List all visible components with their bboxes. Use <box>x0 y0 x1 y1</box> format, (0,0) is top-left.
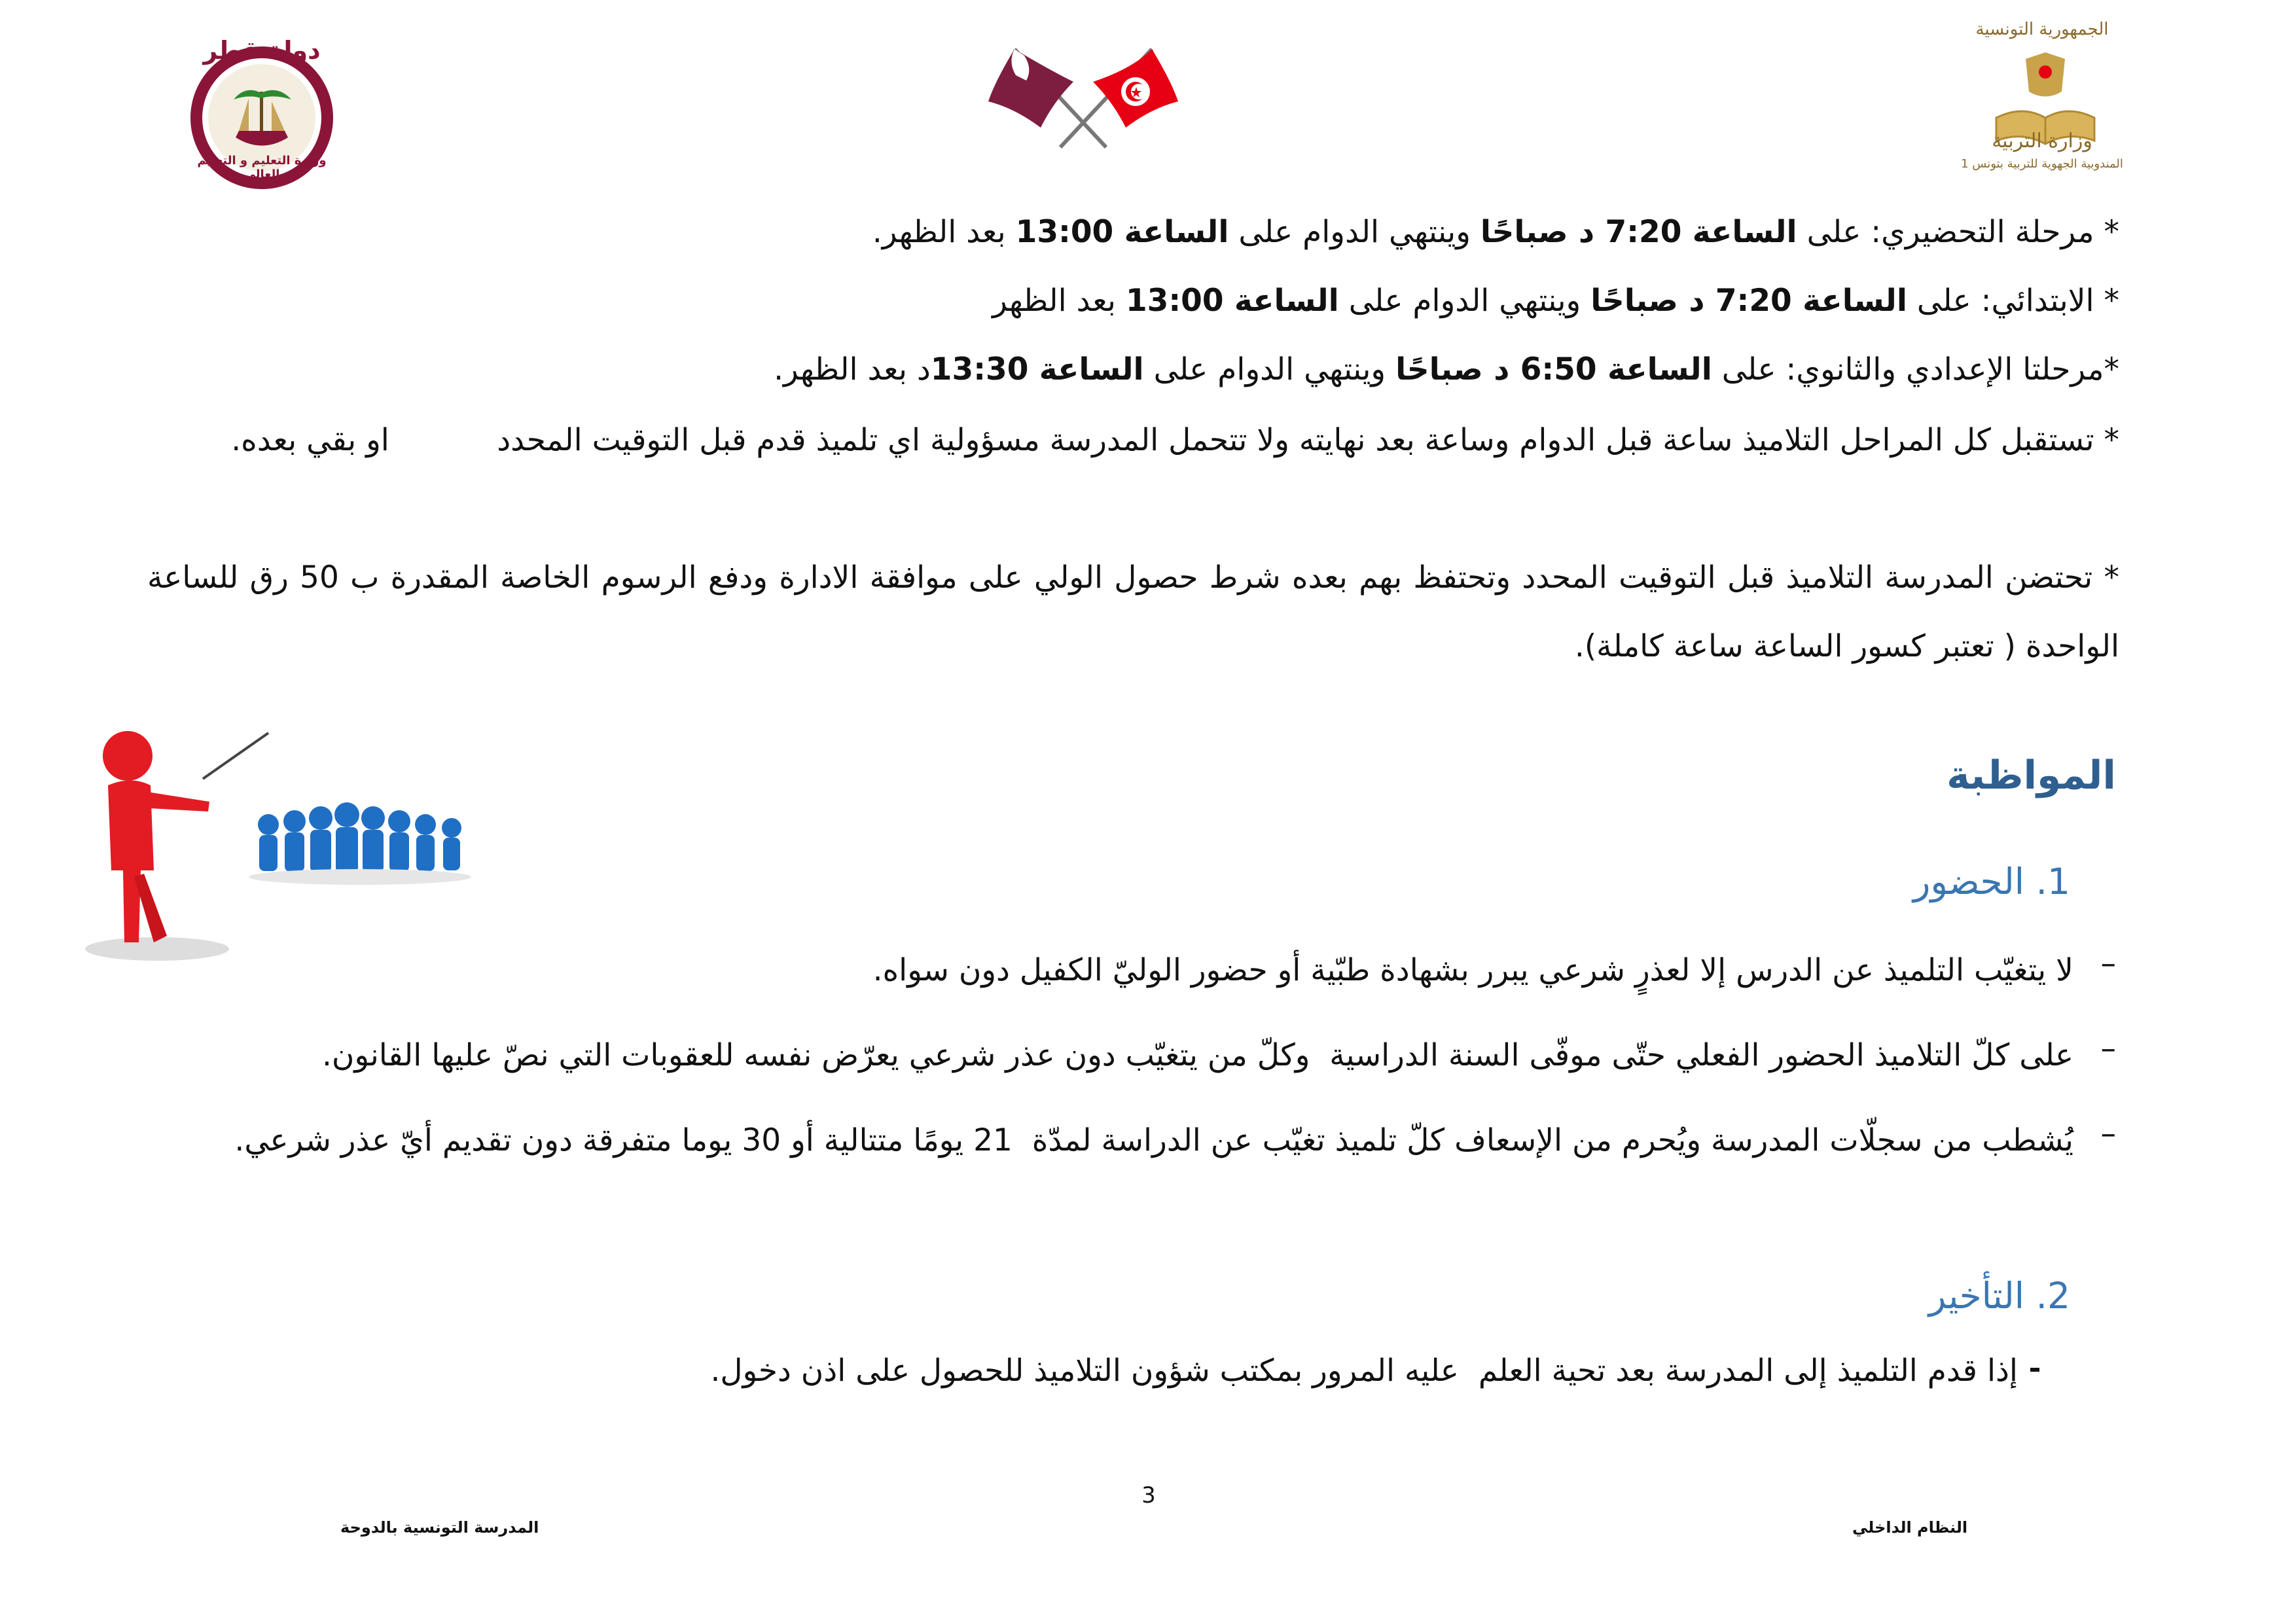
schedule-secondary: *مرحلتا الإعدادي والثانوي: على الساعة 6:50 د صباحًا وينتهي الدوام على الساعة 13:30د بعد الظهر. <box>774 351 2119 387</box>
presence-item: يُشطب من سجلّات المدرسة ويُحرم من الإسعاف كلّ تلميذ تغيّب عن الدراسة لمدّة 21 يومًا متتالية أو 30 يوما متفرقة دون تقديم أيّ عذر شرعي. <box>234 1122 2073 1158</box>
presence-heading: 1. الحضور <box>1912 861 2070 902</box>
tunisia-logo-top: الجمهورية التونسية <box>1975 20 2109 39</box>
delay-item: إذا قدم التلميذ إلى المدرسة بعد تحية العلم عليه المرور بمكتب شؤون التلاميذ للحصول على اذن دخول. <box>710 1353 2018 1389</box>
qatar-logo-title: دولة قطر <box>203 36 321 65</box>
list-bullet-dash: – <box>2100 1116 2116 1152</box>
crossed-flags-icon <box>975 29 1191 154</box>
tunisia-logo-bottom: المندوبية الجهوية للتربية بتونس 1 <box>1961 157 2123 171</box>
attendance-title: المواظبة <box>1946 753 2116 798</box>
presence-item: لا يتغيّب التلميذ عن الدرس إلا لعذرٍ شرعي يبرر بشهادة طبّية أو حضور الوليّ الكفيل دون سواه. <box>872 952 2073 988</box>
schedule-reception: * تستقبل كل المراحل التلاميذ ساعة قبل الدوام وساعة بعد نهايته ولا تتحمل المدرسة مسؤولية اي تلميذ قدم قبل التوقيت المحدد او بقي بعده. <box>231 422 2119 458</box>
footer-document-name: النظام الداخلي <box>1852 1518 1968 1537</box>
schedule-preparatory: * مرحلة التحضيري: على الساعة 7:20 د صباحًا وينتهي الدوام على الساعة 13:00 بعد الظهر. <box>872 214 2119 250</box>
qatar-logo-caption: وزارة التعليم و التعليم العالي <box>197 154 327 181</box>
page-number: 3 <box>1141 1482 1156 1508</box>
schedule-primary: * الابتدائي: على الساعة 7:20 د صباحًا وينتهي الدوام على الساعة 13:00 بعد الظهر <box>992 283 2119 319</box>
list-bullet-dash: – <box>2100 1031 2116 1067</box>
list-bullet-dash: – <box>2100 946 2116 982</box>
list-bullet-square <box>2030 1368 2039 1372</box>
presence-item: على كلّ التلاميذ الحضور الفعلي حتّى موفّى السنة الدراسية وكلّ من يتغيّب دون عذر شرعي يعرّض نفسه للعقوبات التي نصّ عليها القانون. <box>321 1037 2073 1073</box>
teacher-students-illustration <box>79 726 524 962</box>
tunisia-logo-ministry: وزارة التربية <box>1992 130 2092 152</box>
footer-school-name: المدرسة التونسية بالدوحة <box>340 1518 539 1537</box>
schedule-custody: * تحتضن المدرسة التلاميذ قبل التوقيت المحدد وتحتفظ بهم بعده شرط حصول الولي على موافقة الادارة ودفع الرسوم الخاصة المقدرة ب 50 رق للساعة الواحدة ( تعتبر كسور الساعة ساعة كاملة). <box>147 560 2119 664</box>
delay-heading: 2. التأخير <box>1928 1275 2070 1317</box>
